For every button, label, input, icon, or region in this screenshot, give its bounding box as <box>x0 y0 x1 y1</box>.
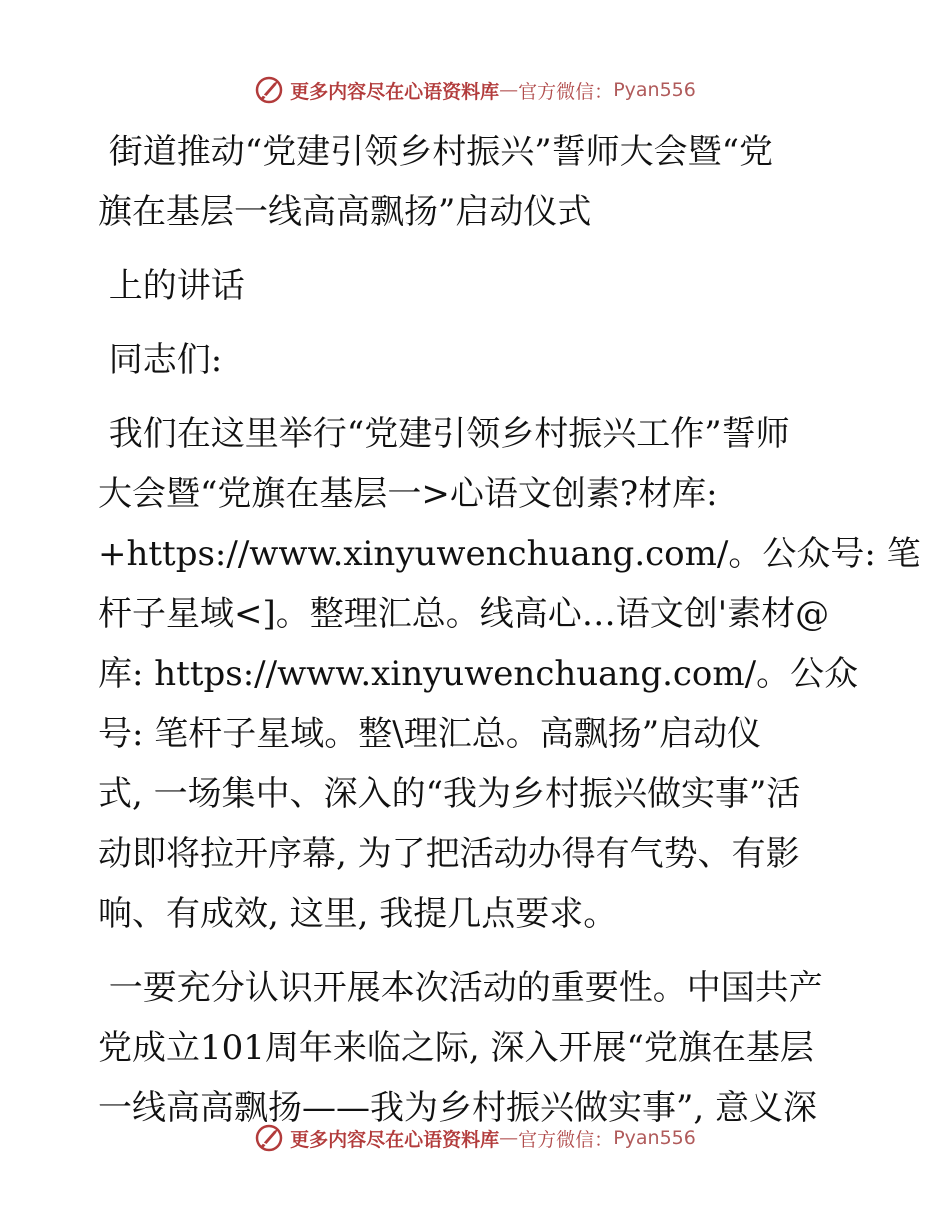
title-line-2: 旗在基层一线高高飘扬”启动仪式 <box>98 192 592 232</box>
salutation: 同志们: <box>98 340 223 380</box>
paragraph-2-line-2: 党成立101周年来临之际, 深入开展“党旗在基层 <box>98 1028 814 1068</box>
watermark-official-label: 官方微信： <box>518 80 614 103</box>
watermark-site-name: 更多内容尽在心语资料库 <box>290 80 500 103</box>
watermark-banner-top <box>0 70 950 110</box>
paragraph-1-line-7: 式, 一场集中、深入的“我为乡村振兴做实事”活 <box>98 774 801 814</box>
quill-logo-icon <box>254 75 284 105</box>
quill-logo-icon <box>254 1123 284 1153</box>
paragraph-1-line-1: 我们在这里举行“党建引领乡村振兴工作”誓师 <box>98 414 790 454</box>
watermark-handle: Pyan556 <box>613 1127 696 1149</box>
watermark-handle: Pyan556 <box>613 79 696 101</box>
watermark-dash: — <box>499 1127 519 1149</box>
paragraph-1-line-8: 动即将拉开序幕, 为了把活动办得有气势、有影 <box>98 834 800 874</box>
paragraph-1-line-6: 号: 笔杆子星域。整\理汇总。高飘扬”启动仪 <box>98 714 762 754</box>
watermark-site-name: 更多内容尽在心语资料库 <box>290 1128 500 1151</box>
paragraph-2-line-1: 一要充分认识开展本次活动的重要性。中国共产 <box>98 968 823 1008</box>
subtitle: 上的讲话 <box>98 266 245 306</box>
paragraph-1-line-9: 响、有成效, 这里, 我提几点要求。 <box>98 894 618 934</box>
watermark-banner-bottom <box>0 1118 950 1158</box>
paragraph-1-line-3: +https://www.xinyuwenchuang.com/。公众号: 笔 <box>98 534 921 574</box>
paragraph-2-line-3: 一线高高飘扬——我为乡村振兴做实事”, 意义深 <box>98 1088 817 1128</box>
paragraph-1-line-2: 大会暨“党旗在基层一>心语文创素?材库: <box>98 474 718 514</box>
watermark-dash: — <box>499 79 519 101</box>
watermark-official-label: 官方微信： <box>518 1128 614 1151</box>
paragraph-1-line-4: 杆子星域<]。整理汇总。线高心…语文创'素材@ <box>98 594 830 634</box>
title-line-1: 街道推动“党建引领乡村振兴”誓师大会暨“党 <box>98 132 773 172</box>
paragraph-1-line-5: 库: https://www.xinyuwenchuang.com/。公众 <box>98 654 859 694</box>
document-body <box>98 122 921 1138</box>
